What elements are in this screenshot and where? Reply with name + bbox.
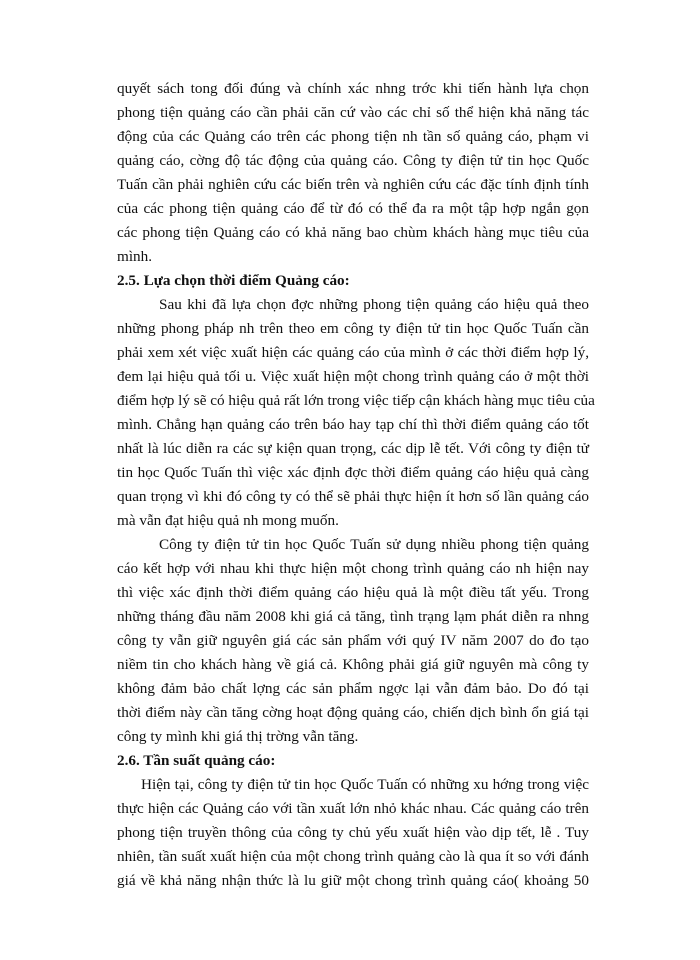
p4-line-1: Hiện tại, công ty điện tử tin học Quốc Tuấn có những xu hớng trong việc — [141, 776, 589, 793]
p4-line-4: nhiên, tần suất xuất hiện của một chong trình quảng cào là qua ít so với đánh — [117, 848, 589, 865]
p1-line-8: mình. — [117, 248, 153, 265]
p1-line-7: các phong tiện Quảng cáo có khả năng bao chùm khách hàng mục tiêu của — [117, 224, 589, 241]
p4-line-3: phong tiện truyền thông của công ty chủ yếu xuất hiện vào dịp tết, lễ . Tuy — [117, 824, 589, 841]
p2-line-7: nhất là lúc diễn ra các sự kiện quan trọng, các dịp lễ tết. Với công ty điện tử — [117, 440, 589, 457]
p2-line-6: mình. Chẳng hạn quảng cáo trên báo hay tạp chí thì thời điểm quảng cáo tốt — [117, 416, 589, 433]
p3-line-5: công ty vẫn giữ nguyên giá các sản phẩm với quý IV năm 2007 do đo tạo — [117, 632, 589, 649]
p1-line-1: quyết sách tong đối đúng và chính xác nhng trớc khi tiến hành lựa chọn — [117, 80, 589, 97]
p1-line-3: động của các Quảng cáo trên các phong tiện nh tần số quảng cáo, phạm vi — [117, 128, 589, 145]
p3-line-1: Công ty điện tử tin học Quốc Tuấn sử dụng nhiều phong tiện quảng — [159, 536, 589, 553]
section-heading-2-5: 2.5. Lựa chọn thời điểm Quảng cáo: — [117, 272, 350, 289]
p1-line-4: quảng cáo, cờng độ tác động của quảng cáo. Công ty điện tử tin học Quốc — [117, 152, 589, 169]
p3-line-4: những tháng đầu năm 2008 khi giá cả tăng, tình trạng lạm phát diễn ra nhng — [117, 608, 589, 625]
p2-line-5: điểm hợp lý sẽ có hiệu quả rất lớn trong việc tiếp cận khách hàng mục tiêu của — [117, 392, 595, 409]
p2-line-8: tin học Quốc Tuấn thì việc xác định đợc thời điểm quảng cáo hiệu quả càng — [117, 464, 589, 481]
p3-line-9: công ty mình khi giá thị trờng vẫn tăng. — [117, 728, 359, 745]
p3-line-6: niềm tin cho khách hàng về giá cả. Không phải giá giữ nguyên mà công ty — [117, 656, 589, 673]
p1-line-6: của các phong tiện quảng cáo để từ đó có thể đa ra một tập hợp ngắn gọn — [117, 200, 589, 217]
p2-line-2: những phong pháp nh trên theo em công ty điện tử tin học Quốc Tuấn cần — [117, 320, 589, 337]
p1-line-2: phong tiện quảng cáo cần phải căn cứ vào các chỉ số thể hiện khả năng tác — [117, 104, 589, 121]
p2-line-9: quan trọng vì khi đó công ty có thể sẽ phải thực hiện ít hơn số lần quảng cáo — [117, 488, 589, 505]
p3-line-7: không đảm bảo chất lợng các sản phẩm ngợc lại vẫn đảm bảo. Do đó tại — [117, 680, 589, 697]
p2-line-3: phải xem xét việc xuất hiện các quảng cáo của mình ở các thời điểm hợp lý, — [117, 344, 589, 361]
p3-line-2: cáo kết hợp với nhau khi thực hiện một chong trình quảng cáo nh hiện nay — [117, 560, 589, 577]
p4-line-5: giá về khả năng nhận thức là lu giữ một chong trình quảng cáo( khoảng 50 — [117, 872, 589, 889]
p2-line-10: mà vẫn đạt hiệu quả nh mong muốn. — [117, 512, 339, 529]
p3-line-8: thời điểm này cần tăng cờng hoạt động quảng cáo, chiến dịch bình ổn giá tại — [117, 704, 589, 721]
p4-line-2: thực hiện các Quảng cáo với tần xuất lớn nhỏ khác nhau. Các quảng cáo trên — [117, 800, 589, 817]
section-heading-2-6: 2.6. Tần suất quảng cáo: — [117, 752, 276, 769]
p2-line-1: Sau khi đã lựa chọn đợc những phong tiện quảng cáo hiệu quả theo — [159, 296, 589, 313]
p3-line-3: thì việc xác định thời điểm quảng cáo hiệu quả là một điều tất yếu. Trong — [117, 584, 589, 601]
p2-line-4: đem lại hiệu quả tối u. Việc xuất hiện một chong trình quảng cáo ở một thời — [117, 368, 589, 385]
p1-line-5: Tuấn cần phải nghiên cứu các biến trên và nghiên cứu các đặc tính định tính — [117, 176, 589, 193]
